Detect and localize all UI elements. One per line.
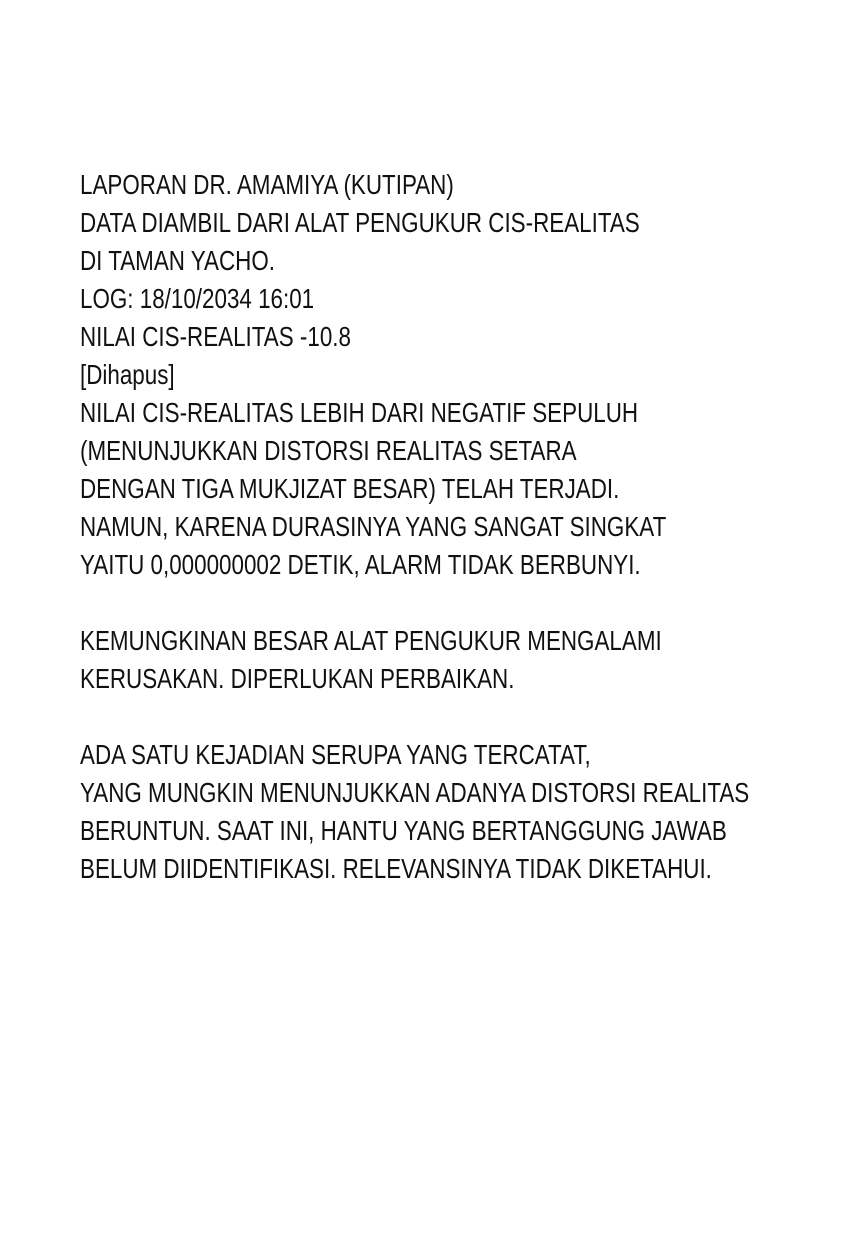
paragraph-line: ADA SATU KEJADIAN SERUPA YANG TERCATAT, (80, 739, 591, 770)
report-excerpt (80, 166, 800, 888)
paragraph-line: NAMUN, KARENA DURASINYA YANG SANGAT SINGKAT (80, 511, 667, 542)
paragraph-line: BELUM DIIDENTIFIKASI. RELEVANSINYA TIDAK DIKETAHUI. (80, 853, 712, 884)
paragraph-line: YANG MUNGKIN MENUNJUKKAN ADANYA DISTORSI REALITAS (80, 777, 750, 808)
report-title: LAPORAN DR. AMAMIYA (KUTIPAN) (80, 169, 454, 200)
paragraph-spacer (80, 584, 800, 622)
paragraph-malfunction (80, 622, 800, 698)
paragraph-incident (80, 394, 800, 584)
paragraph-line: YAITU 0,000000002 DETIK, ALARM TIDAK BERBUNYI. (80, 549, 641, 580)
paragraph-line: KERUSAKAN. DIPERLUKAN PERBAIKAN. (80, 663, 515, 694)
paragraph-line: KEMUNGKINAN BESAR ALAT PENGUKUR MENGALAMI (80, 625, 662, 656)
source-line-2: DI TAMAN YACHO. (80, 245, 275, 276)
redacted-marker: [Dihapus] (80, 359, 175, 390)
paragraph-line: (MENUNJUKKAN DISTORSI REALITAS SETARA (80, 435, 577, 466)
paragraph-line: NILAI CIS-REALITAS LEBIH DARI NEGATIF SEPULUH (80, 397, 639, 428)
paragraph-similar-event (80, 736, 800, 888)
paragraph-spacer (80, 698, 800, 736)
cis-reality-value: NILAI CIS-REALITAS -10.8 (80, 321, 351, 352)
log-timestamp: LOG: 18/10/2034 16:01 (80, 283, 315, 314)
paragraph-line: DENGAN TIGA MUKJIZAT BESAR) TELAH TERJADI. (80, 473, 620, 504)
paragraph-line: BERUNTUN. SAAT INI, HANTU YANG BERTANGGUNG JAWAB (80, 815, 727, 846)
source-line-1: DATA DIAMBIL DARI ALAT PENGUKUR CIS-REALITAS (80, 207, 640, 238)
